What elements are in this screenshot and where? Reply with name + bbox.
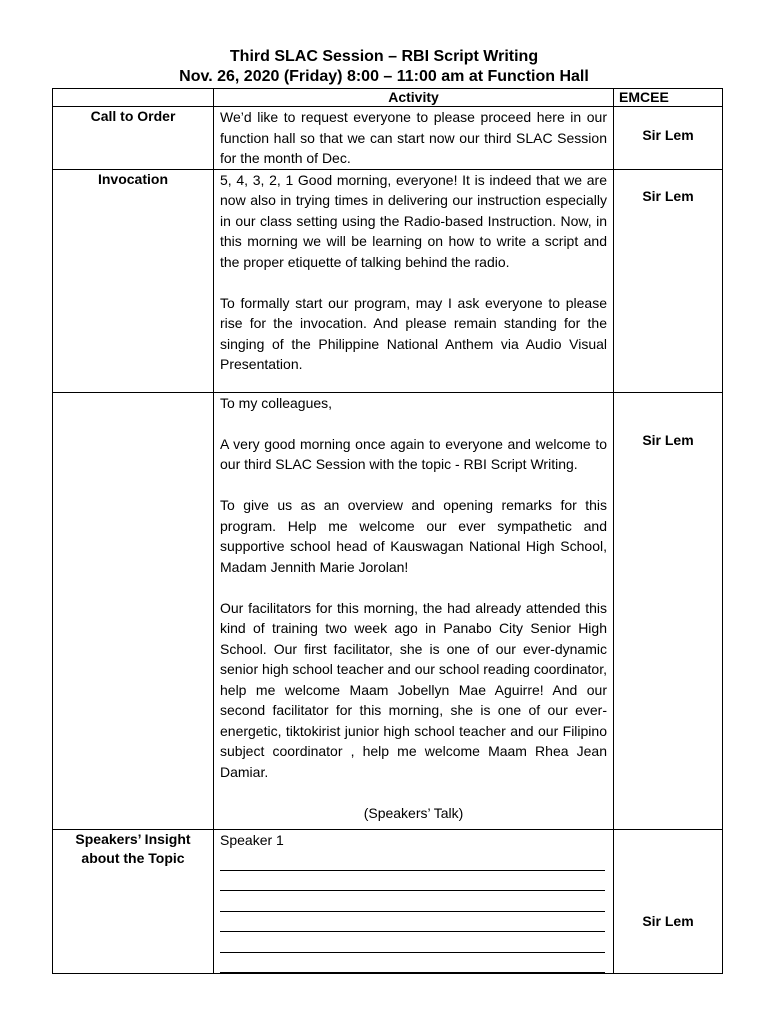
activity-cell xyxy=(214,169,614,392)
emcee-cell xyxy=(614,169,723,392)
speaker-label: Speaker 1 xyxy=(220,831,284,848)
blank-line xyxy=(220,932,605,953)
speakers-talk-note: (Speakers’ Talk) xyxy=(363,804,464,821)
table-row xyxy=(53,392,723,829)
blank-line xyxy=(220,912,605,933)
blank-line xyxy=(220,953,605,974)
activity-paragraph: 5, 4, 3, 2, 1 Good morning, everyone! It is indeed that we are now also in trying times in delivering our instruction especially in our class setting using the Radio-based Instruction. Now, in this morning we will be learning on how to write a script and the proper etiquette of talking behind the radio. xyxy=(220,171,607,270)
table-row xyxy=(53,107,723,170)
emcee-name: Sir Lem xyxy=(642,431,694,448)
activity-paragraph: To give us as an overview and opening remarks for this program. Help me welcome our ever sympathetic and supportive school head of Kauswagan National High School, Madam Jennith Marie Jorolan! xyxy=(220,497,607,575)
activity-paragraph: To formally start our program, may I ask everyone to please rise for the invocation. And please remain standing for the singing of the Philippine National Anthem via Audio Visual Presentation. xyxy=(220,294,607,372)
blank-line xyxy=(220,850,605,871)
document-subtitle: Nov. 26, 2020 (Friday) 8:00 – 11:00 am at Function Hall xyxy=(179,68,589,85)
header-part xyxy=(53,89,214,107)
table-header-row xyxy=(53,89,723,107)
blank-line xyxy=(220,871,605,892)
emcee-name: Sir Lem xyxy=(642,127,694,143)
program-part-label: Speakers’ Insight about the Topic xyxy=(53,829,214,974)
document-title: Third SLAC Session – RBI Script Writing xyxy=(229,48,539,65)
activity-cell xyxy=(214,392,614,829)
activity-cell xyxy=(214,107,614,170)
emcee-name: Sir Lem xyxy=(642,912,694,929)
emcee-cell xyxy=(614,392,723,829)
activity-paragraph: Our facilitators for this morning, the had already attended this kind of training two week ago in Panabo City Senior High School. Our first facilitator, she is one of our ever-dynamic senior high school teacher and our school reading coordinator, help me welcome Maam Jobellyn Mae Aguirre! And our second facilitator for this morning, she is one of our ever-energetic, tiktokirist junior high school teacher and our Filipino subject coordinator , help me welcome Maam Rhea Jean Damiar. xyxy=(220,599,607,780)
program-part-label: Call to Order xyxy=(53,107,214,170)
header-activity: Activity xyxy=(214,89,614,107)
table-row xyxy=(53,169,723,392)
activity-paragraph: A very good morning once again to everyone and welcome to our third SLAC Session with the topic - RBI Script Writing. xyxy=(220,435,607,472)
activity-paragraph: To my colleagues, xyxy=(220,394,333,411)
program-part-label: Invocation xyxy=(53,169,214,392)
program-part-label xyxy=(53,392,214,829)
program-table xyxy=(52,88,723,974)
blank-line xyxy=(220,891,605,912)
emcee-name: Sir Lem xyxy=(642,187,694,204)
emcee-cell xyxy=(614,107,723,170)
activity-paragraph: We’d like to request everyone to please proceed here in our function hall so that we can start now our third SLAC Session for the month of Dec. xyxy=(220,109,607,166)
emcee-cell xyxy=(614,829,723,974)
activity-cell xyxy=(214,829,614,974)
header-emcee: EMCEE xyxy=(614,89,723,107)
table-row xyxy=(53,829,723,974)
